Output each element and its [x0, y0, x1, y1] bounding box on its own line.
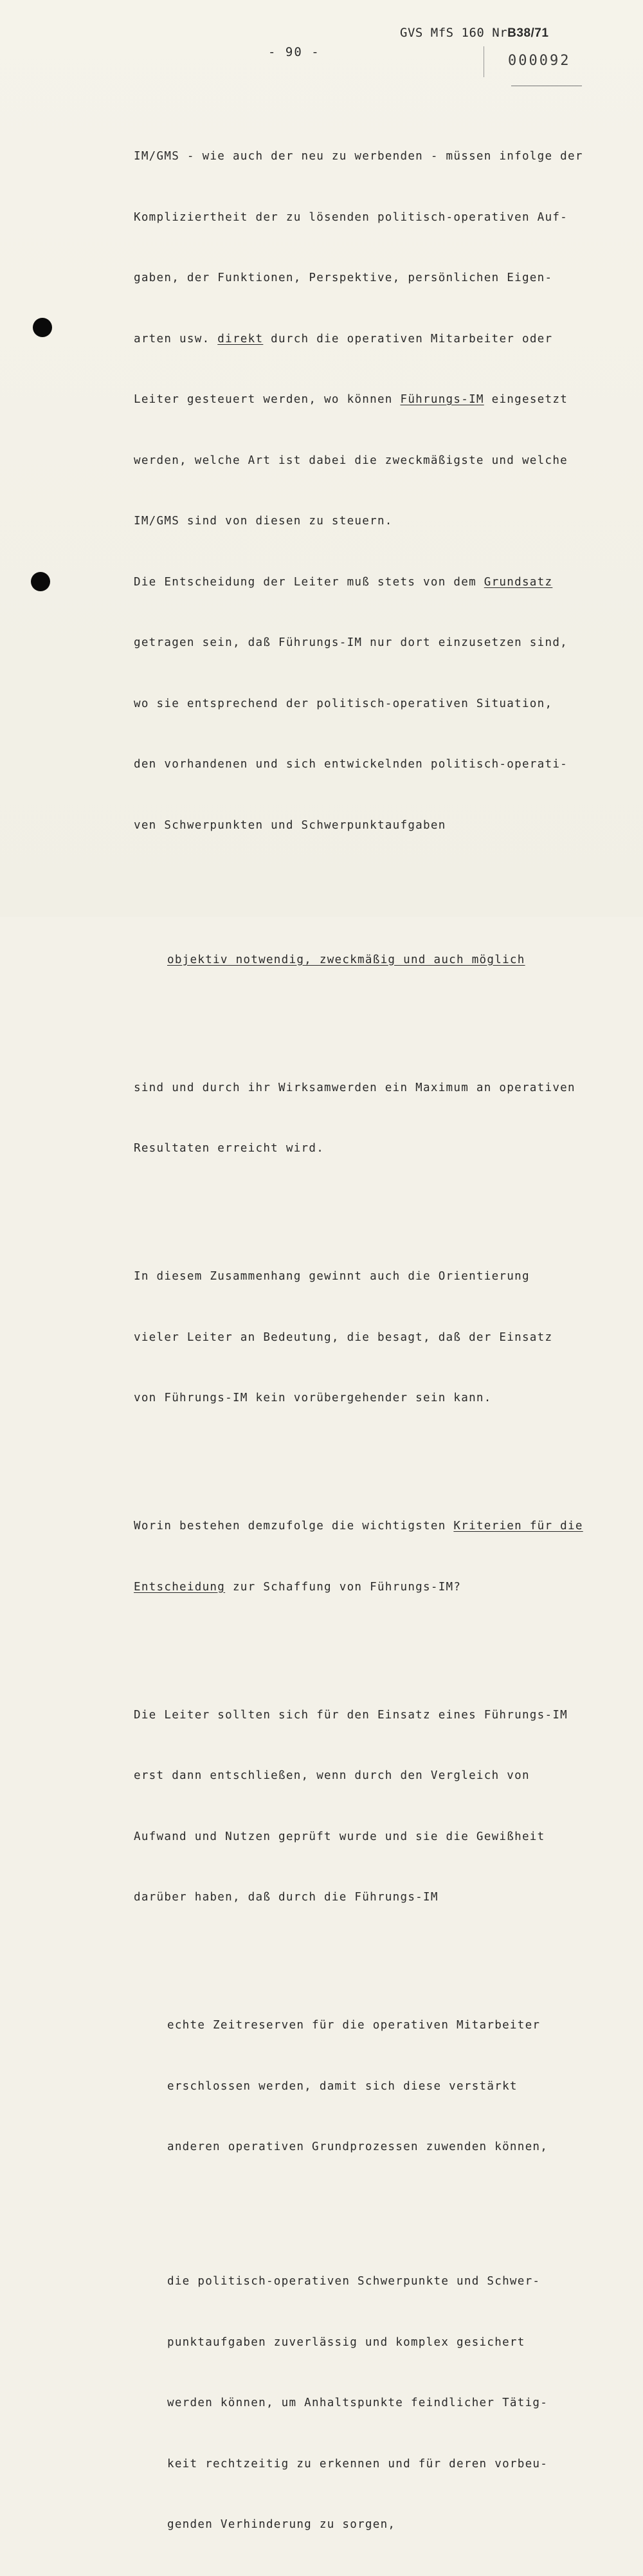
archive-stamp-number: 000092	[508, 53, 571, 69]
text-line: die politisch-operativen Schwerpunkte und Schwer-	[167, 2275, 541, 2288]
text-line: IM/GMS - wie auch der neu zu werbenden - müssen infolge der	[134, 150, 583, 163]
underlined-term: Führungs-IM	[400, 393, 484, 406]
text-line: IM/GMS sind von diesen zu steuern.	[134, 515, 393, 528]
text-line: keit rechtzeitig zu erkennen und für deren vorbeu-	[167, 2457, 548, 2470]
text-line: erschlossen werden, damit sich diese verstärkt	[167, 2079, 518, 2093]
emphasis-line	[134, 950, 629, 971]
text-line: gaben, der Funktionen, Perspektive, persönlichen Eigen-	[134, 271, 553, 284]
text-line: werden können, um Anhaltspunkte feindlicher Tätig-	[167, 2397, 548, 2409]
text-line: anderen operativen Grundprozessen zuwenden können,	[167, 2140, 548, 2153]
text-line: Die Leiter sollten sich für den Einsatz eines Führungs-IM	[134, 1708, 568, 1722]
text-line: Kompliziertheit der zu lösenden politisch-operativen Auf-	[134, 210, 568, 224]
text-line: wo sie entsprechend der politisch-operativen Situation,	[134, 697, 553, 710]
text-line: vieler Leiter an Bedeutung, die besagt, daß der Einsatz	[134, 1330, 553, 1344]
text-line: Resultaten erreicht wird.	[134, 1142, 325, 1155]
text-line: Worin bestehen demzufolge die wichtigsten Kriterien für die	[134, 1520, 583, 1532]
text-line: genden Verhinderung zu sorgen,	[167, 2518, 396, 2531]
underlined-term: direkt	[217, 332, 264, 345]
reference-number: B38/71	[507, 26, 549, 40]
text-line: echte Zeitreserven für die operativen Mitarbeiter	[167, 2019, 541, 2032]
text-line: sind und durch ihr Wirksamwerden ein Maximum an operativen	[134, 1081, 575, 1094]
underlined-term: Kriterien für die	[453, 1520, 583, 1532]
underlined-term: Grundsatz	[484, 575, 553, 589]
underlined-term: Entscheidung	[134, 1580, 226, 1594]
reference-prefix: GVS MfS 160 Nr	[400, 26, 508, 40]
text-line: punktaufgaben zuverlässig und komplex gesichert	[167, 2335, 525, 2349]
underlined-emphasis: objektiv notwendig, zweckmäßig und auch möglich	[167, 953, 525, 966]
document-body	[134, 106, 629, 2576]
text-line: In diesem Zusammenhang gewinnt auch die Orientierung	[134, 1270, 530, 1283]
punch-hole-lower	[31, 572, 50, 591]
text-line: arten usw. direkt durch die operativen Mitarbeiter oder	[134, 332, 553, 345]
text-line: Aufwand und Nutzen geprüft wurde und sie die Gewißheit	[134, 1830, 545, 1843]
text-line: Die Entscheidung der Leiter muß stets von dem Grundsatz	[134, 575, 553, 589]
page-number: - 90 -	[268, 45, 320, 59]
text-line: getragen sein, daß Führungs-IM nur dort einzusetzen sind,	[134, 636, 568, 649]
text-line: erst dann entschließen, wenn durch den Vergleich von	[134, 1769, 530, 1782]
text-line: Entscheidung zur Schaffung von Führungs-IM?	[134, 1580, 462, 1594]
text-line: ven Schwerpunkten und Schwerpunktaufgaben	[134, 818, 446, 832]
document-reference	[400, 26, 548, 41]
text-line: Leiter gesteuert werden, wo können Führungs-IM eingesetzt	[134, 393, 568, 406]
text-line: werden, welche Art ist dabei die zweckmäßigste und welche	[134, 454, 568, 467]
text-line: den vorhandenen und sich entwickelnden politisch-operati-	[134, 758, 568, 771]
punch-hole-upper	[33, 318, 52, 337]
text-line: darüber haben, daß durch die Führungs-IM	[134, 1891, 439, 1904]
text-line: von Führungs-IM kein vorübergehender sein kann.	[134, 1392, 492, 1404]
